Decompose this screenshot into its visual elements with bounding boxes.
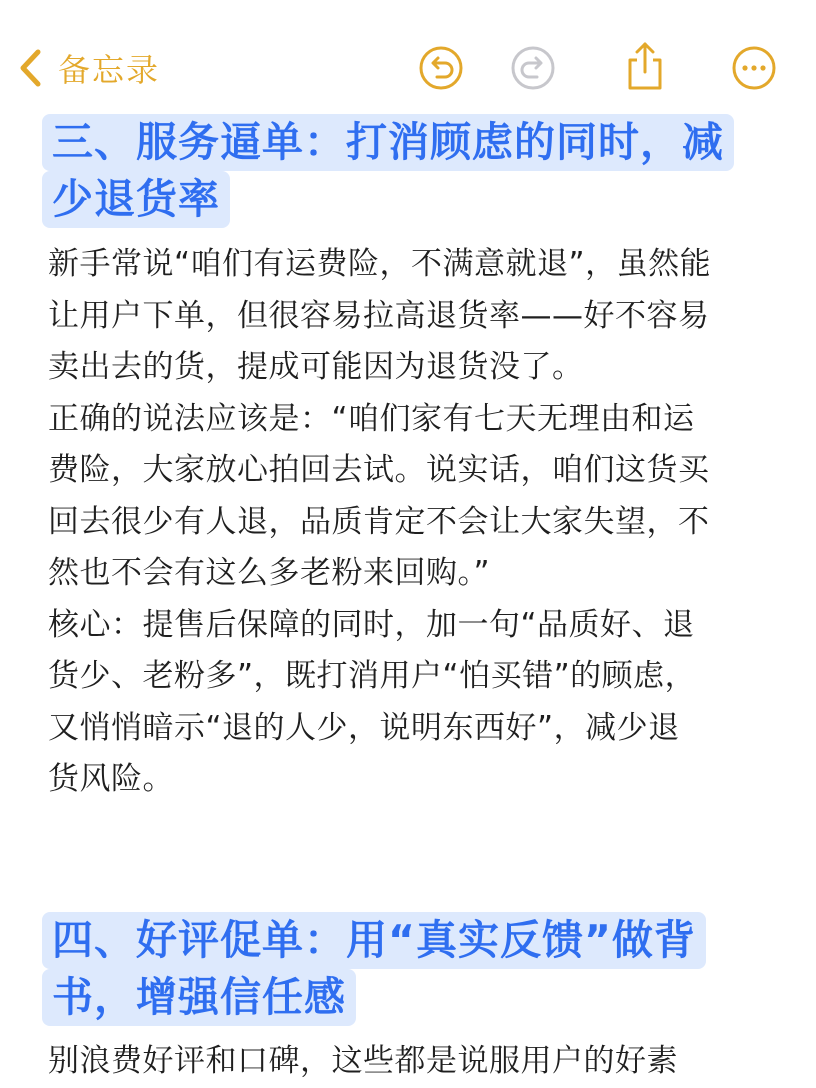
nav-bar [0, 0, 816, 110]
body-line: 货少、老粉多”，既打消用户“怕买错”的顾虑， [48, 658, 697, 694]
undo-icon[interactable] [418, 45, 464, 91]
heading-line: 少退货率 [42, 171, 230, 228]
body-line: 让用户下单，但很容易拉高退货率——好不容易 [48, 297, 710, 334]
redo-icon[interactable] [510, 45, 556, 91]
body-line: 费险，大家放心拍回去试。说实话，咱们这货买 [48, 452, 710, 488]
section-3-heading [42, 114, 734, 228]
section-4-heading [42, 912, 706, 1026]
back-button[interactable] [18, 44, 160, 92]
body-line: 货风险。 [48, 761, 174, 797]
body-line: 核心：提售后保障的同时，加一句“品质好、退 [48, 606, 695, 643]
body-line: 别浪费好评和口碑，这些都是说服用户的好素 [48, 1043, 678, 1079]
more-icon[interactable] [731, 45, 777, 91]
body-line: 新手常说“咱们有运费险，不满意就退”，虽然能 [48, 246, 712, 282]
section-3-body [48, 239, 711, 806]
body-line: 又悄悄暗示“退的人少，说明东西好”，减少退 [48, 709, 680, 746]
heading-line: 书，增强信任感 [42, 969, 356, 1026]
body-line: 正确的说法应该是：“咱们家有七天无理由和运 [48, 400, 695, 437]
share-icon[interactable] [622, 40, 668, 92]
section-4-body [48, 1036, 678, 1088]
back-label: 备忘录 [58, 51, 161, 89]
chevron-left-icon [18, 48, 44, 88]
heading-line: 三、服务逼单：打消顾虑的同时，减 [42, 114, 734, 171]
body-line: 然也不会有这么多老粉来回购。” [48, 555, 491, 591]
body-line: 回去很少有人退，品质肯定不会让大家失望，不 [48, 503, 710, 540]
body-line: 卖出去的货，提成可能因为退货没了。 [48, 349, 584, 385]
heading-line: 四、好评促单：用“真实反馈”做背 [42, 912, 706, 969]
